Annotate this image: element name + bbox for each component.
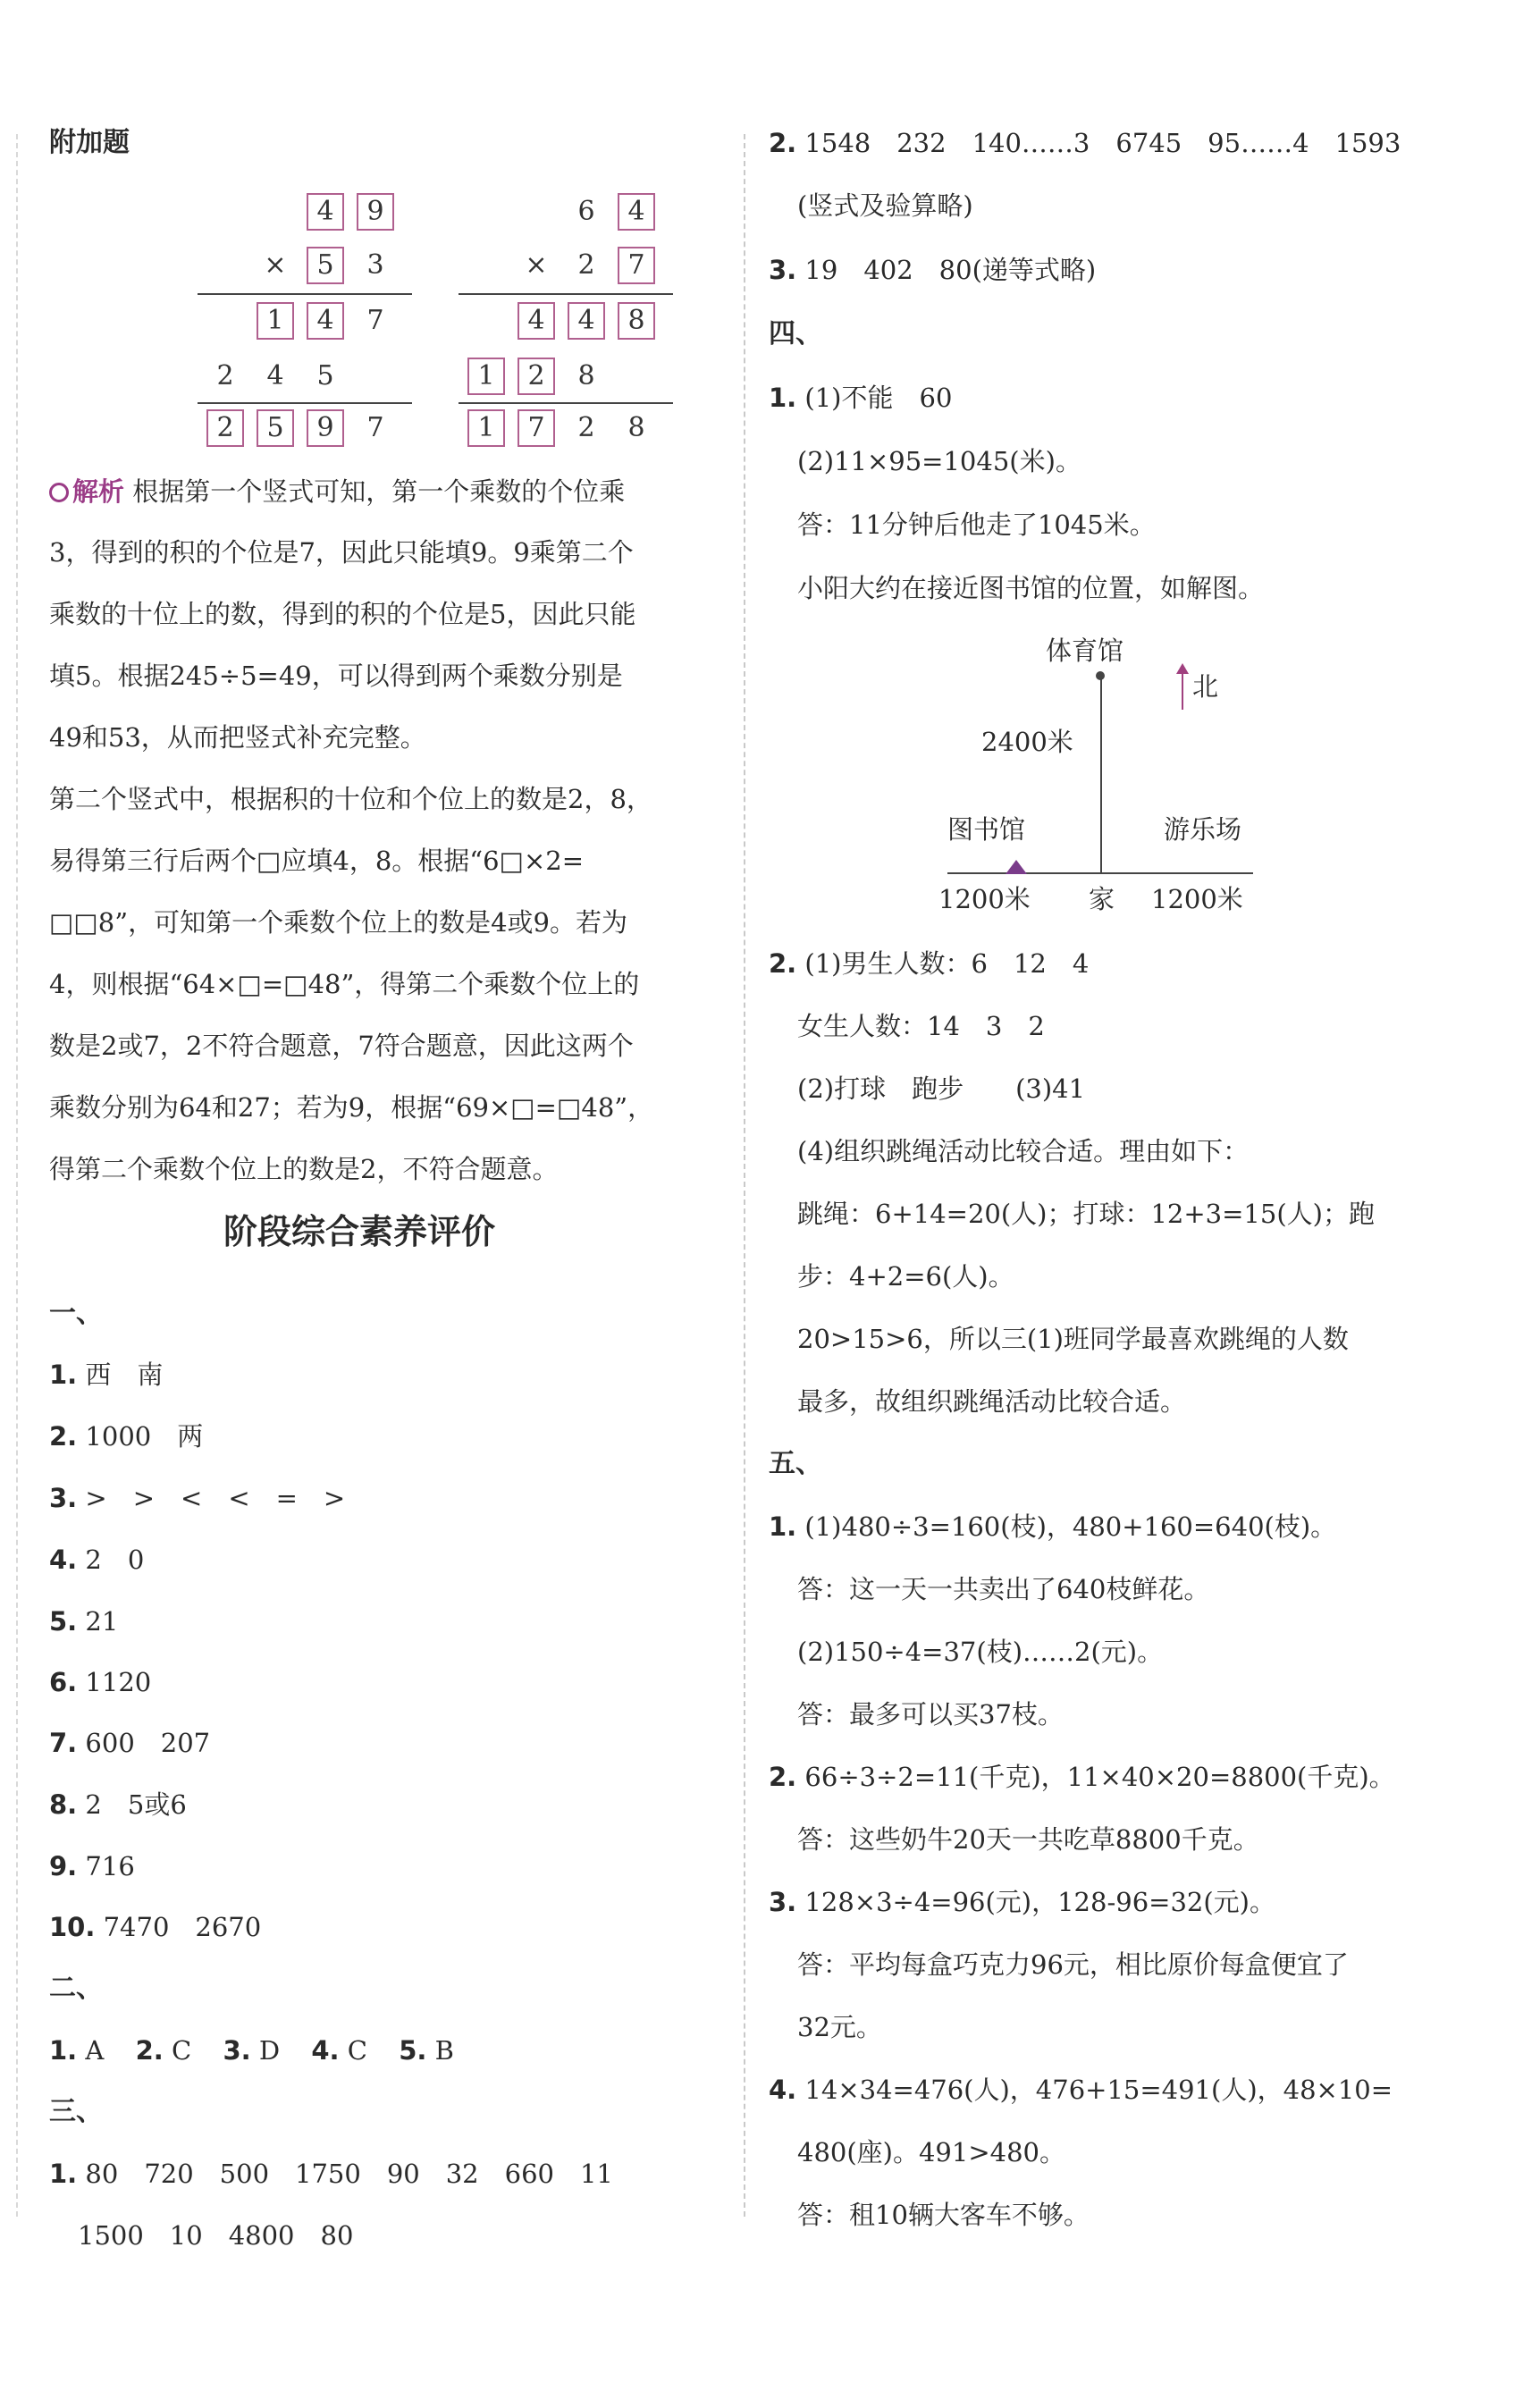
calc2-r3-c3: 4 [568,302,605,340]
analysis-line-1: 3，得到的积的个位是7，因此只能填9。9乘第二个 [49,537,634,568]
analysis-line-7: □□8”，可知第一个乘数个位上的数是4或9。若为 [49,907,627,938]
calc1-times: × [264,249,287,281]
part1-item-9: 9. 716 [49,1851,135,1881]
map-gym-dot [1096,671,1105,680]
location-map [938,626,1350,930]
part3-q1-line1: 1. 80 720 500 1750 90 32 660 11 [49,2159,613,2189]
map-east-west-road [947,872,1253,874]
analysis-line-0 [49,474,625,509]
analysis-line-10: 乘数分别为64和27；若为9，根据“69×□=□48”， [49,1092,654,1123]
calc2-r4-c2: 2 [518,358,555,395]
map-home-label: 家 [1089,884,1115,914]
calc2-r5-c1: 1 [467,409,505,447]
part1-item-10: 10. 7470 2670 [49,1912,262,1942]
part5-q4-line2: 答：租10辆大客车不够。 [797,2200,1090,2230]
part4-q2-line5: 步：4+2=6(人)。 [797,1261,1014,1292]
part5-q2-line1: 答：这些奶牛20天一共吃草8800千克。 [797,1824,1259,1855]
part2-answers: 1. A 2. C 3. D 4. C 5. B [49,2035,454,2066]
calc2-times: × [525,249,548,281]
map-distance-up: 2400米 [981,727,1073,757]
analysis-line-4: 49和53，从而把竖式补充完整。 [49,722,426,753]
calc2-r3-c4: 8 [618,302,655,340]
analysis-line-9: 数是2或7，2不符合题意，7符合题意，因此这两个 [49,1031,634,1061]
map-north-label: 北 [1192,671,1219,702]
column-divider [744,134,745,2217]
part5-q1-line2: (2)150÷4=37(枝)……2(元)。 [797,1637,1164,1667]
xiaoyang-position-icon [1006,860,1027,874]
bonus-heading: 附加题 [49,127,130,158]
part1-item-3: 3. > > < < = > [49,1483,346,1513]
part5-q1-line3: 答：最多可以买37枝。 [797,1699,1064,1730]
part5-q1-line1: 答：这一天一共卖出了640枝鲜花。 [797,1574,1210,1604]
part2-heading: 二、 [49,1973,103,2004]
map-north-road [1100,676,1102,872]
part4-q2-line6: 20>15>6，所以三(1)班同学最喜欢跳绳的人数 [797,1324,1349,1354]
part5-q3-line0: 3. 128×3÷4=96(元)，128-96=32(元)。 [769,1887,1275,1917]
part1-item-8: 8. 2 5或6 [49,1789,187,1820]
part5-heading: 五、 [769,1448,822,1479]
calc1-r4-c3: 5 [316,360,334,391]
calc2-r3-c2: 4 [518,302,555,340]
calc2-r5-c4: 8 [627,412,645,443]
analysis-line-3: 填5。根据245÷5=49，可以得到两个乘数分别是 [49,661,623,691]
part4-heading: 四、 [769,318,822,349]
part4-q2-line1: 女生人数：14 3 2 [797,1011,1045,1041]
part1-item-2: 2. 1000 两 [49,1421,204,1452]
part1-item-5: 5. 21 [49,1606,119,1637]
analysis-tag: 解析 [49,474,124,509]
part4-q2-line2: (2)打球 跑步 (3)41 [797,1073,1086,1104]
part4-q2-line7: 最多，故组织跳绳活动比较合适。 [797,1386,1187,1417]
analysis-text-0: 根据第一个竖式可知，第一个乘数的个位乘 [132,476,626,507]
part1-item-1: 1. 西 南 [49,1359,164,1390]
calc2-r4-c3: 8 [577,360,595,391]
part4-q1-b: (2)11×95=1045(米)。 [797,446,1081,476]
calc2-r5-c2: 7 [518,409,555,447]
calc2-r2-c3: 2 [577,249,595,281]
part4-q2-line0: 2. (1)男生人数：6 12 4 [769,948,1090,979]
calc1-r5-c4: 7 [366,412,384,443]
calc2-r5-c3: 2 [577,412,595,443]
calc1-r4-c2: 4 [266,360,284,391]
map-library-label: 图书馆 [947,814,1026,845]
part4-q2-line4: 跳绳：6+14=20(人)；打球：12+3=15(人)；跑 [797,1199,1375,1229]
analysis-icon [49,483,69,502]
calc1-r5-c2: 5 [257,409,294,447]
calc2-r1-c3: 6 [577,196,595,227]
calc1-r5-c1: 2 [206,409,244,447]
calc1-r2-c4: 3 [366,249,384,281]
calc2-rule-2 [459,402,673,404]
part4-q2-line3: (4)组织跳绳活动比较合适。理由如下： [797,1136,1250,1166]
calc2-r4-c1: 1 [467,358,505,395]
calc1-r3-c4: 7 [366,305,384,336]
calc1-r3-c3: 4 [307,302,344,340]
map-right-distance: 1200米 [1151,884,1243,914]
calc1-r4-c1: 2 [216,360,234,391]
analysis-line-8: 4，则根据“64×□=□48”，得第二个乘数个位上的 [49,969,640,999]
section-title: 阶段综合素养评价 [223,1212,496,1251]
calc1-r2-c3: 5 [307,247,344,284]
part5-q4-line0: 4. 14×34=476(人)，476+15=491(人)，48×10= [769,2075,1393,2105]
calc2-r2-c4: 7 [618,247,655,284]
part1-item-6: 6. 1120 [49,1667,152,1697]
part3-q2-line1: 2. 1548 232 140……3 6745 95……4 1593 [769,128,1401,158]
north-arrow-icon [1182,669,1183,710]
part3-q1-line2: 1500 10 4800 80 [78,2220,354,2251]
page-edge-line [16,134,18,2217]
part4-q1-c: 答：11分钟后他走了1045米。 [797,509,1156,540]
analysis-line-6: 易得第三行后两个□应填4，8。根据“6□×2= [49,846,585,876]
calc1-rule-1 [198,293,412,295]
vertical-calc-2 [408,186,677,454]
part5-q3-line1: 答：平均每盒巧克力96元，相比原价每盒便宜了 [797,1949,1349,1980]
part5-q2-line0: 2. 66÷3÷2=11(千克)，11×40×20=8800(千克)。 [769,1762,1395,1792]
part4-q1-a: 1. (1)不能 60 [769,383,953,413]
part1-heading: 一、 [49,1298,103,1329]
part3-q3-line1: 3. 19 402 80(递等式略) [769,255,1097,285]
calc1-r3-c2: 1 [257,302,294,340]
analysis-line-2: 乘数的十位上的数，得到的积的个位是5，因此只能 [49,599,636,629]
calc1-r1-c4: 9 [357,193,394,231]
map-left-distance: 1200米 [938,884,1031,914]
part4-q1-d: 小阳大约在接近图书馆的位置，如解图。 [797,573,1265,603]
part5-q4-line1: 480(座)。491>480。 [797,2137,1065,2167]
calc1-r1-c3: 4 [307,193,344,231]
part5-q1-line0: 1. (1)480÷3=160(枝)，480+160=640(枝)。 [769,1511,1337,1542]
part5-q3-line2: 32元。 [797,2012,882,2042]
calc2-rule-1 [459,293,673,295]
calc1-r5-c3: 9 [307,409,344,447]
calc1-rule-2 [198,402,412,404]
map-gym-label: 体育馆 [1046,635,1124,666]
calc2-r1-c4: 4 [618,193,655,231]
vertical-calc-1 [147,186,416,454]
north-arrow-head-icon [1176,663,1189,674]
analysis-line-11: 得第二个乘数个位上的数是2，不符合题意。 [49,1154,559,1184]
analysis-line-5: 第二个竖式中，根据积的十位和个位上的数是2，8， [49,784,652,814]
part1-item-7: 7. 600 207 [49,1728,211,1758]
part3-heading: 三、 [49,2096,103,2127]
part1-item-4: 4. 2 0 [49,1545,145,1575]
part3-q2-line2: (竖式及验算略) [797,190,973,221]
map-park-label: 游乐场 [1164,814,1242,845]
